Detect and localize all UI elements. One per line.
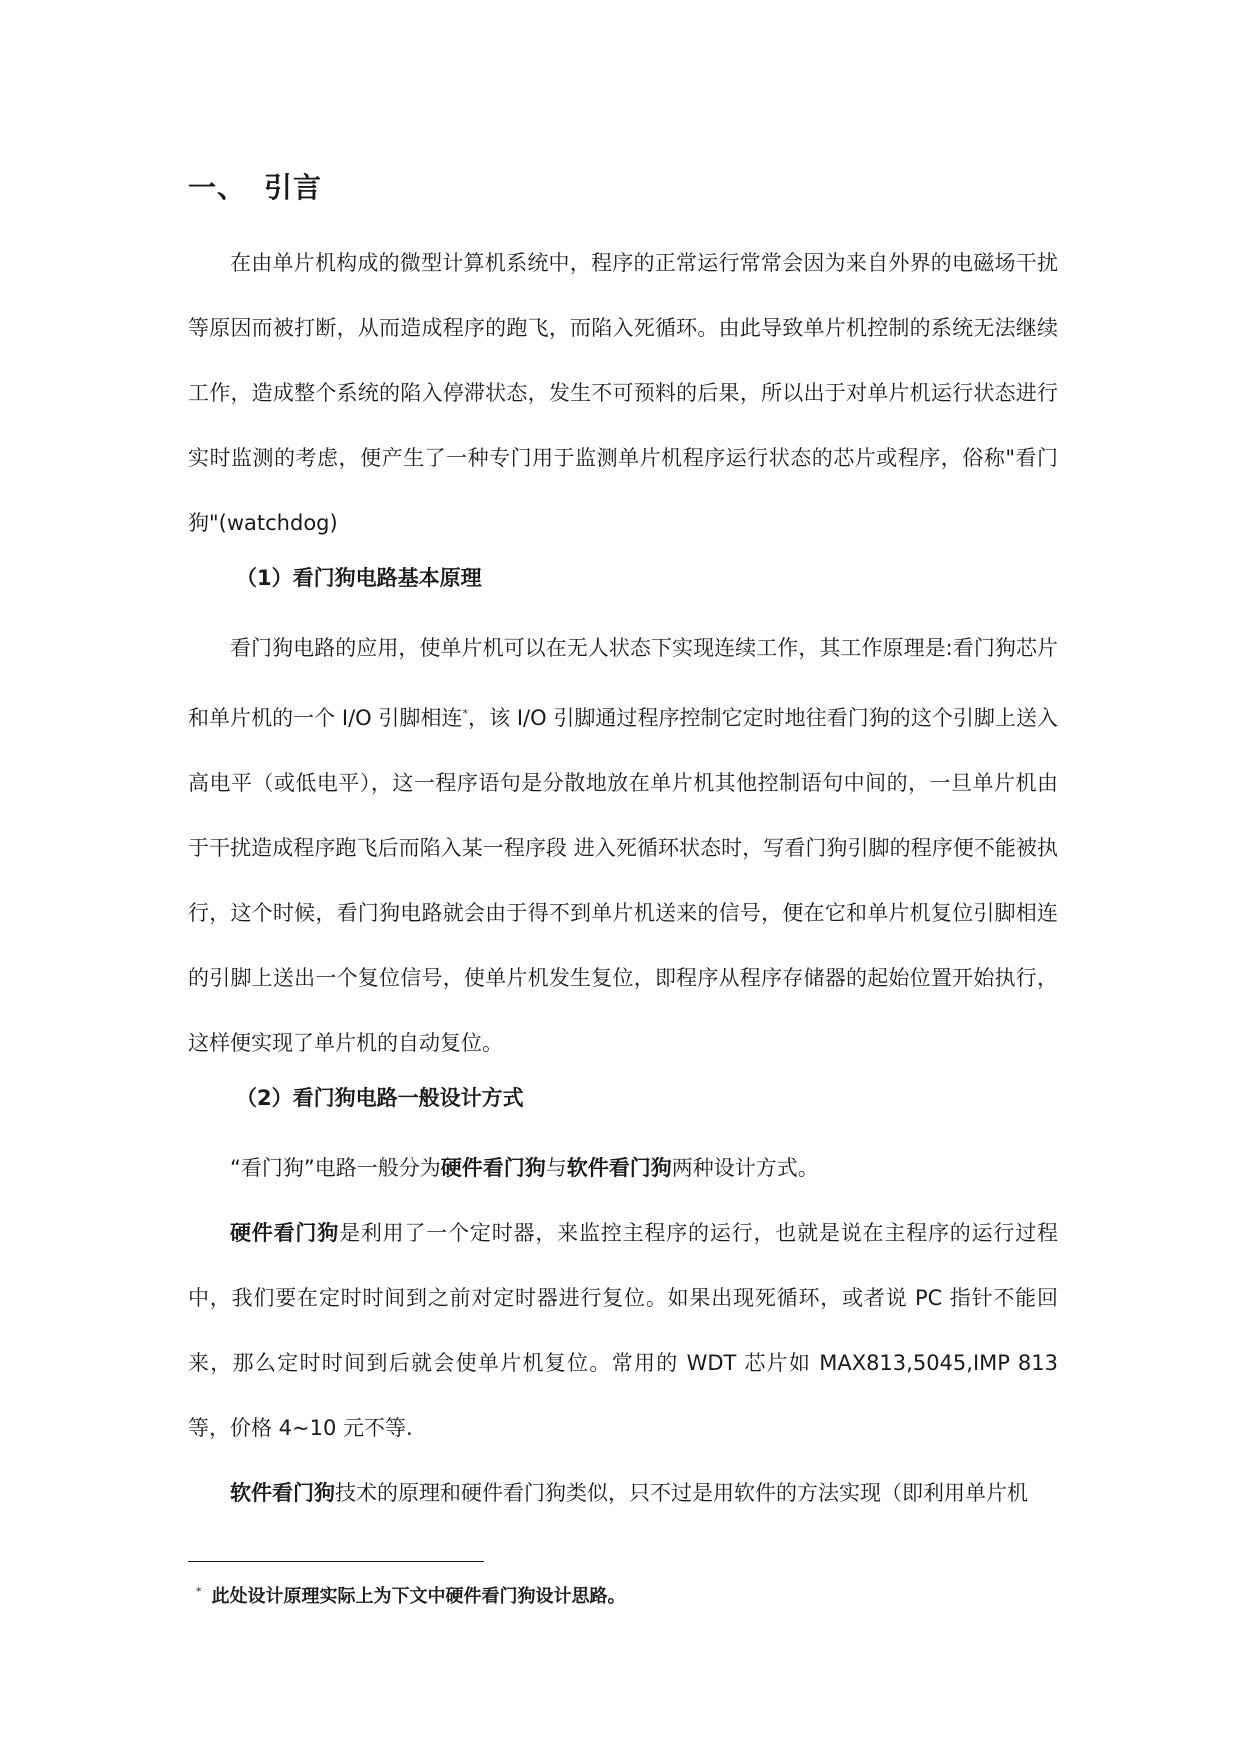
hardware-paragraph: [188, 1201, 1058, 1461]
principle-paragraph: [188, 616, 1058, 1076]
hardware-text: 是利用了一个定时器，来监控主程序的运行，也就是说在主程序的运行过程中，我们要在定时时间到之前对定时器进行复位。如果出现死循环，或者说 PC 指针不能回来，那么定时时间到后就会使单片机复位。常用的 WDT 芯片如 MAX813,5045,IMP 813 等，价格 4~10 元不等.: [188, 1221, 1059, 1440]
design-text-3: 两种设计方式。: [671, 1156, 819, 1180]
software-paragraph: [188, 1461, 1058, 1526]
footnote: [196, 1582, 626, 1608]
software-text: 技术的原理和硬件看门狗类似，只不过是用软件的方法实现（即利用单片机: [335, 1481, 1028, 1505]
hardware-term: 硬件看门狗: [230, 1221, 340, 1245]
intro-paragraph: 在由单片机构成的微型计算机系统中，程序的正常运行常常会因为来自外界的电磁场干扰等原因而被打断，从而造成程序的跑飞，而陷入死循环。由此导致单片机控制的系统无法继续工作，造成整个系统的陷入停滞状态，发生不可预料的后果，所以出于对单片机运行状态进行实时监测的考虑，便产生了一种专门用于监测单片机程序运行状态的芯片或程序，俗称"看门狗"(watchdog): [188, 251, 1058, 535]
footnote-divider: [188, 1561, 484, 1562]
subheading-principle: （1）看门狗电路基本原理: [236, 566, 482, 590]
design-term-software: 软件看门狗: [566, 1156, 672, 1180]
design-paragraph: [188, 1136, 1058, 1201]
design-text-1: “看门狗”电路一般分为: [230, 1156, 441, 1180]
principle-text-start: 看门狗电路的应用，使单片机可以在无人状态下实现连续工作，其工作原理是:看门狗芯片和单片机的一个 I/O 引脚相连: [188, 636, 1058, 730]
software-term: 软件看门狗: [230, 1481, 335, 1505]
section-title: 引言: [264, 171, 323, 204]
section-heading: [188, 166, 322, 206]
design-text-2: 与: [545, 1156, 567, 1180]
section-number: 一、: [188, 171, 247, 204]
subheading-design: （2）看门狗电路一般设计方式: [236, 1086, 524, 1110]
footnote-mark: *: [196, 1585, 202, 1598]
principle-text-end: ，该 I/O 引脚通过程序控制它定时地往看门狗的这个引脚上送入高电平（或低电平），这一程序语句是分散地放在单片机其他控制语句中间的，一旦单片机由于干扰造成程序跑飞后而陷入某一程序段 进入死循环状态时，写看门狗引脚的程序便不能被执行，这个时候，看门狗电路就会由于得不到单片机送来的信号，便在它和单片机复位引脚相连的引脚上送出一个复位信号，使单片机发生复位，即程序从程序存储器的起始位置开始执行，这样便实现了单片机的自动复位。: [188, 706, 1058, 1055]
footnote-reference: *: [462, 707, 469, 720]
design-term-hardware: 硬件看门狗: [440, 1156, 546, 1180]
footnote-text: 此处设计原理实际上为下文中硬件看门狗设计思路。: [211, 1586, 626, 1607]
